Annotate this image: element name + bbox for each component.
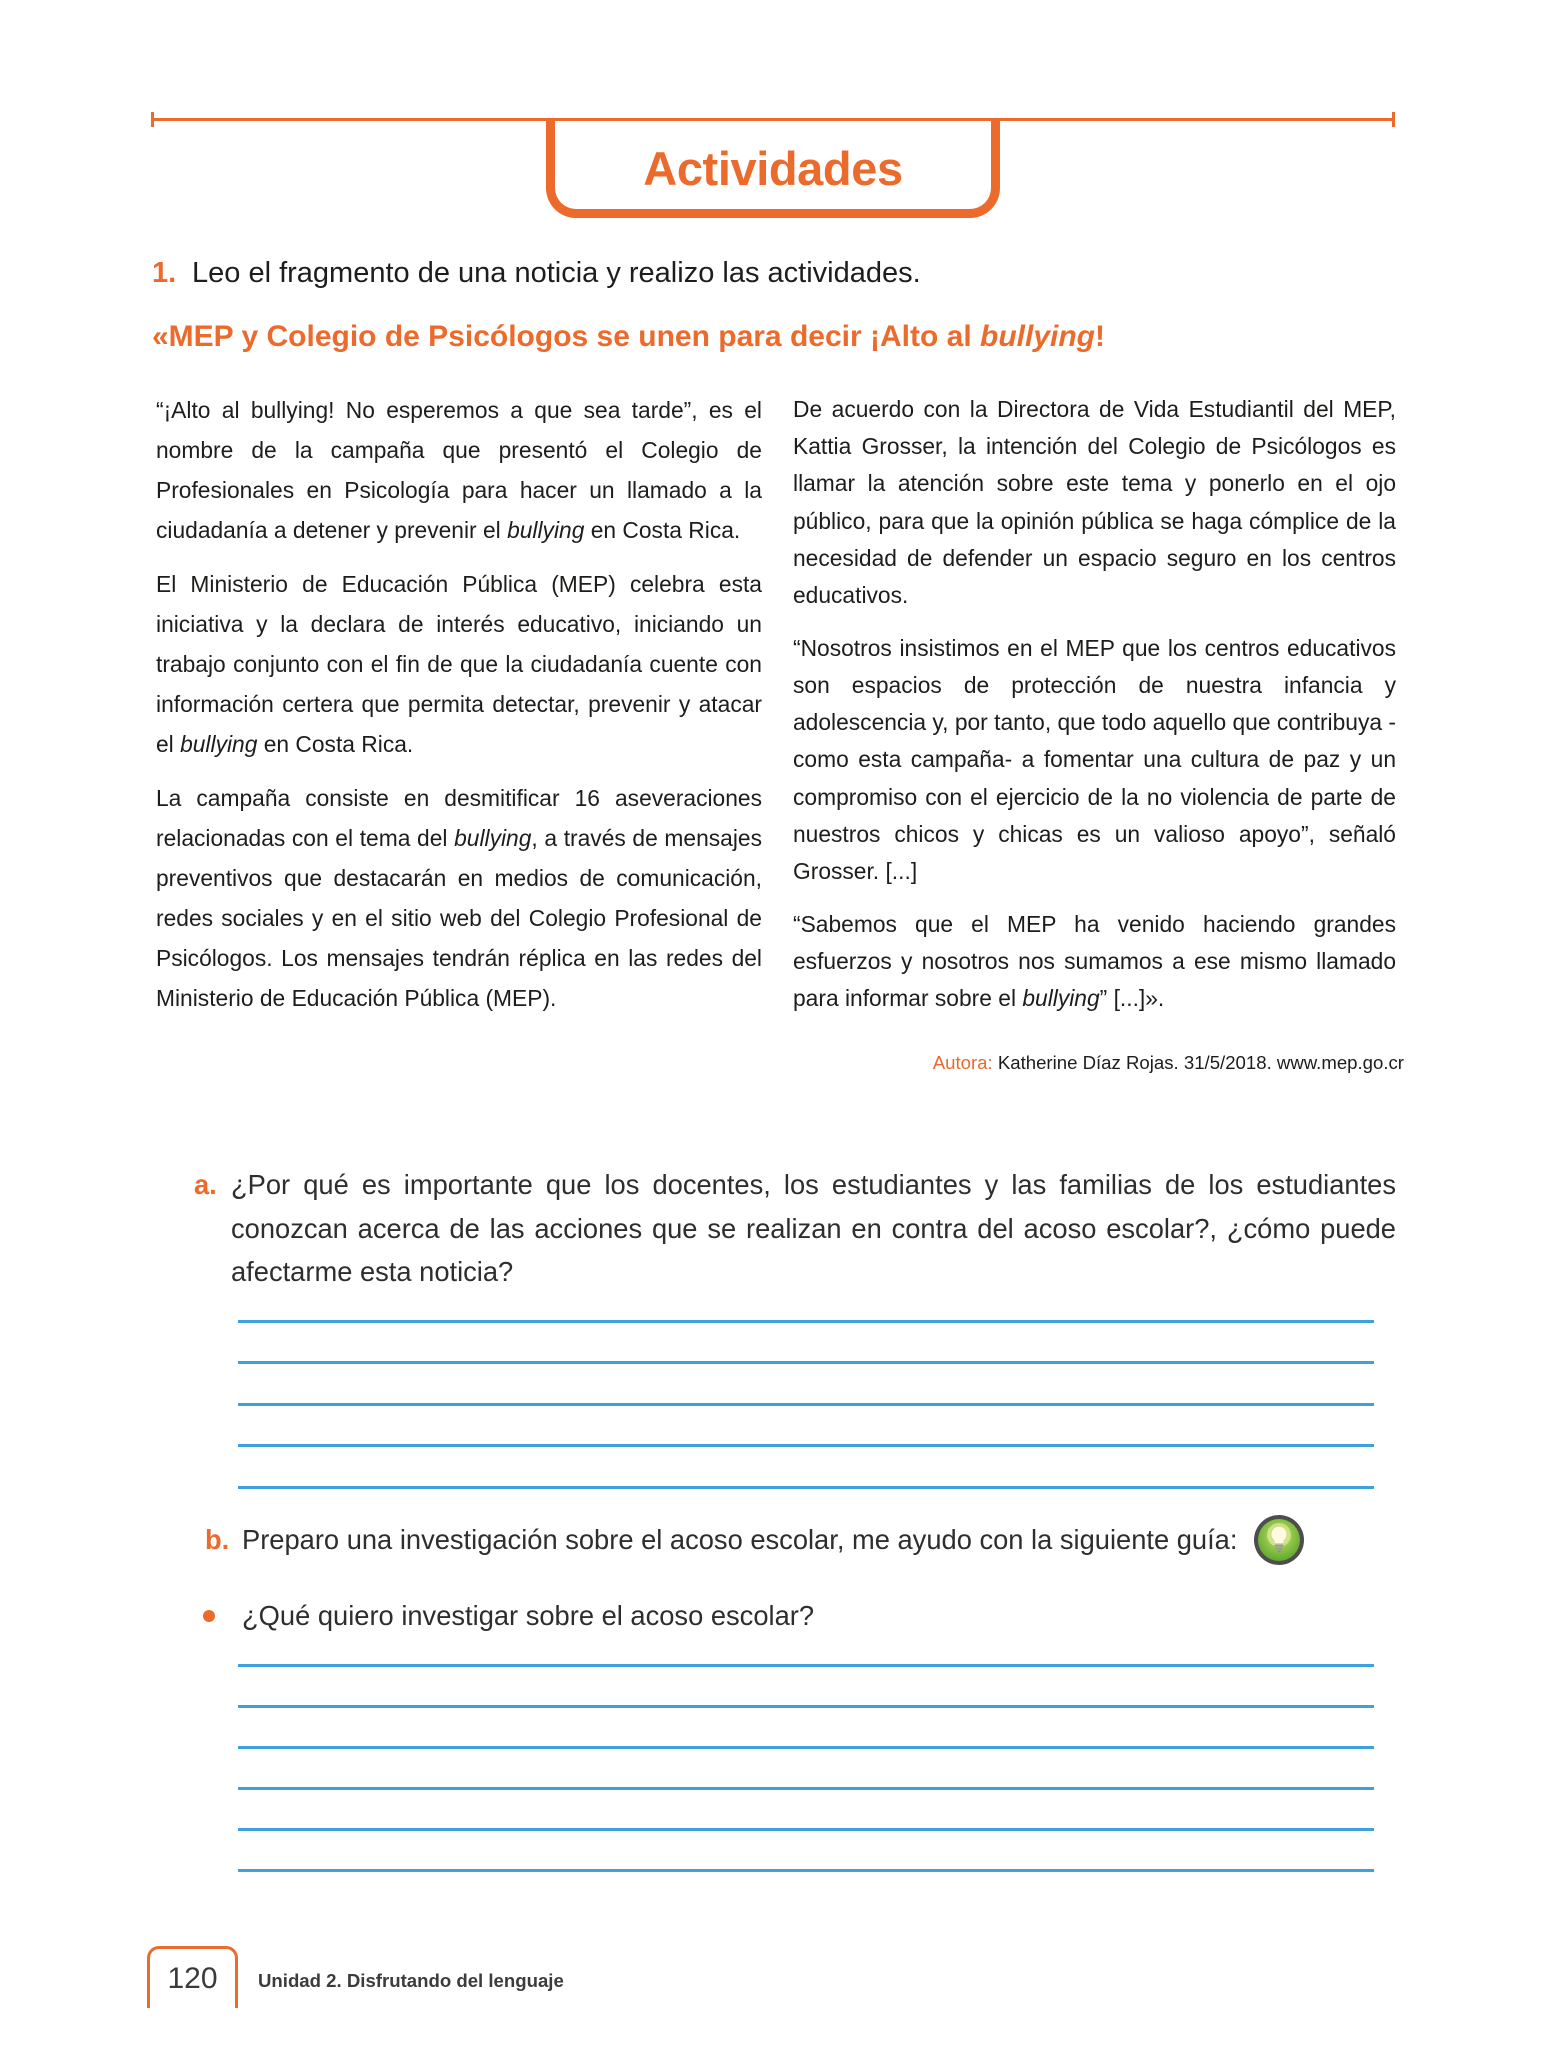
italic-term: bullying bbox=[180, 731, 258, 757]
answer-line bbox=[238, 1486, 1374, 1489]
paragraph-text: en Costa Rica. bbox=[257, 731, 414, 757]
headline-end: ! bbox=[1095, 320, 1105, 353]
article-headline bbox=[152, 316, 1105, 358]
article-source bbox=[880, 1049, 1404, 1077]
answer-line bbox=[238, 1787, 1374, 1790]
answer-line bbox=[238, 1746, 1374, 1749]
paragraph-text: en Costa Rica. bbox=[584, 517, 741, 543]
article-column-left bbox=[156, 390, 762, 1018]
answer-line bbox=[238, 1403, 1374, 1406]
paragraph-text: De acuerdo con la Directora de Vida Estudiantil del MEP, Kattia Grosser, la intención del Colegio de Psicólogos es llamar la atención sobre este tema y ponerlo en el ojo público, para que la opinión pública se haga cómplice de la necesidad de defender un espacio seguro en los centros educativos. bbox=[793, 396, 1396, 609]
paragraph-text: “Sabemos que el MEP ha venido haciendo grandes esfuerzos y nosotros nos sumamos a ese mismo llamado para informar sobre el bbox=[793, 910, 1396, 1012]
paragraph-text: El Ministerio de Educación Pública (MEP) celebra esta iniciativa y la declara de interés educativo, iniciando un trabajo conjunto con el fin de que la ciudadanía cuente con información certera que permita detectar, prevenir y atacar el bbox=[156, 571, 762, 757]
answer-line bbox=[238, 1828, 1374, 1831]
rule-end-right bbox=[1392, 112, 1395, 127]
answer-line bbox=[238, 1705, 1374, 1708]
source-text: Katherine Díaz Rojas. 31/5/2018. www.mep.go.cr bbox=[992, 1052, 1404, 1073]
activity-number: 1. bbox=[152, 257, 177, 289]
italic-term: bullying bbox=[1022, 985, 1100, 1012]
italic-term: bullying bbox=[454, 825, 532, 851]
answer-line bbox=[238, 1320, 1374, 1323]
top-rule bbox=[152, 118, 1394, 121]
article-paragraph bbox=[156, 778, 762, 1018]
article-paragraph bbox=[793, 906, 1396, 1018]
guide-question: ¿Qué quiero investigar sobre el acoso escolar? bbox=[242, 1600, 815, 1631]
paragraph-text: “¡Alto al bullying! No esperemos a que sea tarde”, es el nombre de la campaña que presentó el Colegio de Profesionales en Psicología para hacer un llamado a la ciudadanía a detener y prevenir el bbox=[156, 397, 762, 543]
paragraph-text: ” [...]». bbox=[1099, 985, 1165, 1012]
page-number: 120 bbox=[147, 1946, 238, 2008]
article-paragraph bbox=[156, 390, 762, 550]
paragraph-text: La campaña consiste en desmitificar 16 aseveraciones relacionadas con el tema del bbox=[156, 785, 762, 851]
unit-title: Unidad 2. Disfrutando del lenguaje bbox=[258, 1970, 564, 1991]
question-a-label: a. bbox=[194, 1169, 217, 1200]
answer-line bbox=[238, 1664, 1374, 1667]
answer-line bbox=[238, 1444, 1374, 1447]
activity-instruction: Leo el fragmento de una noticia y realizo las actividades. bbox=[192, 257, 921, 289]
article-paragraph bbox=[793, 630, 1396, 890]
rule-end-left bbox=[151, 112, 154, 127]
lightbulb-icon bbox=[1253, 1514, 1305, 1566]
article-paragraph bbox=[156, 564, 762, 764]
article-paragraph bbox=[793, 391, 1396, 614]
paragraph-text: , a través de mensajes preventivos que destacarán en medios de comunicación, redes sociales y en el sitio web del Colegio Profesional de Psicólogos. Los mensajes tendrán réplica en las redes del Ministerio de Educación Pública (MEP). bbox=[156, 825, 762, 1011]
bullet-icon bbox=[203, 1610, 215, 1622]
source-label: Autora: bbox=[932, 1052, 993, 1073]
question-b-label: b. bbox=[205, 1524, 230, 1555]
answer-line bbox=[238, 1361, 1374, 1364]
answer-line bbox=[238, 1869, 1374, 1872]
question-a-text: ¿Por qué es importante que los docentes, los estudiantes y las familias de los estudiantes conozcan acerca de las acciones que se realizan en contra del acoso escolar?, ¿cómo puede afectarme esta noticia? bbox=[231, 1169, 1396, 1288]
paragraph-text: “Nosotros insistimos en el MEP que los centros educativos son espacios de protección de nuestra infancia y adolescencia y, por tanto, que todo aquello que contribuya -como esta campaña- a fomentar una cultura de paz y un compromiso con el ejercicio de la no violencia de parte de nuestros chicos y chicas es un valioso apoyo”, señaló Grosser. [...] bbox=[793, 634, 1396, 884]
article-column-right bbox=[793, 391, 1396, 1017]
headline-text: «MEP y Colegio de Psicólogos se unen para decir ¡Alto al bbox=[152, 320, 980, 353]
italic-term: bullying bbox=[507, 517, 585, 543]
section-title: Actividades bbox=[643, 142, 903, 195]
question-b-text: Preparo una investigación sobre el acoso escolar, me ayudo con la siguiente guía: bbox=[242, 1524, 1238, 1555]
headline-italic-term: bullying bbox=[980, 320, 1095, 353]
